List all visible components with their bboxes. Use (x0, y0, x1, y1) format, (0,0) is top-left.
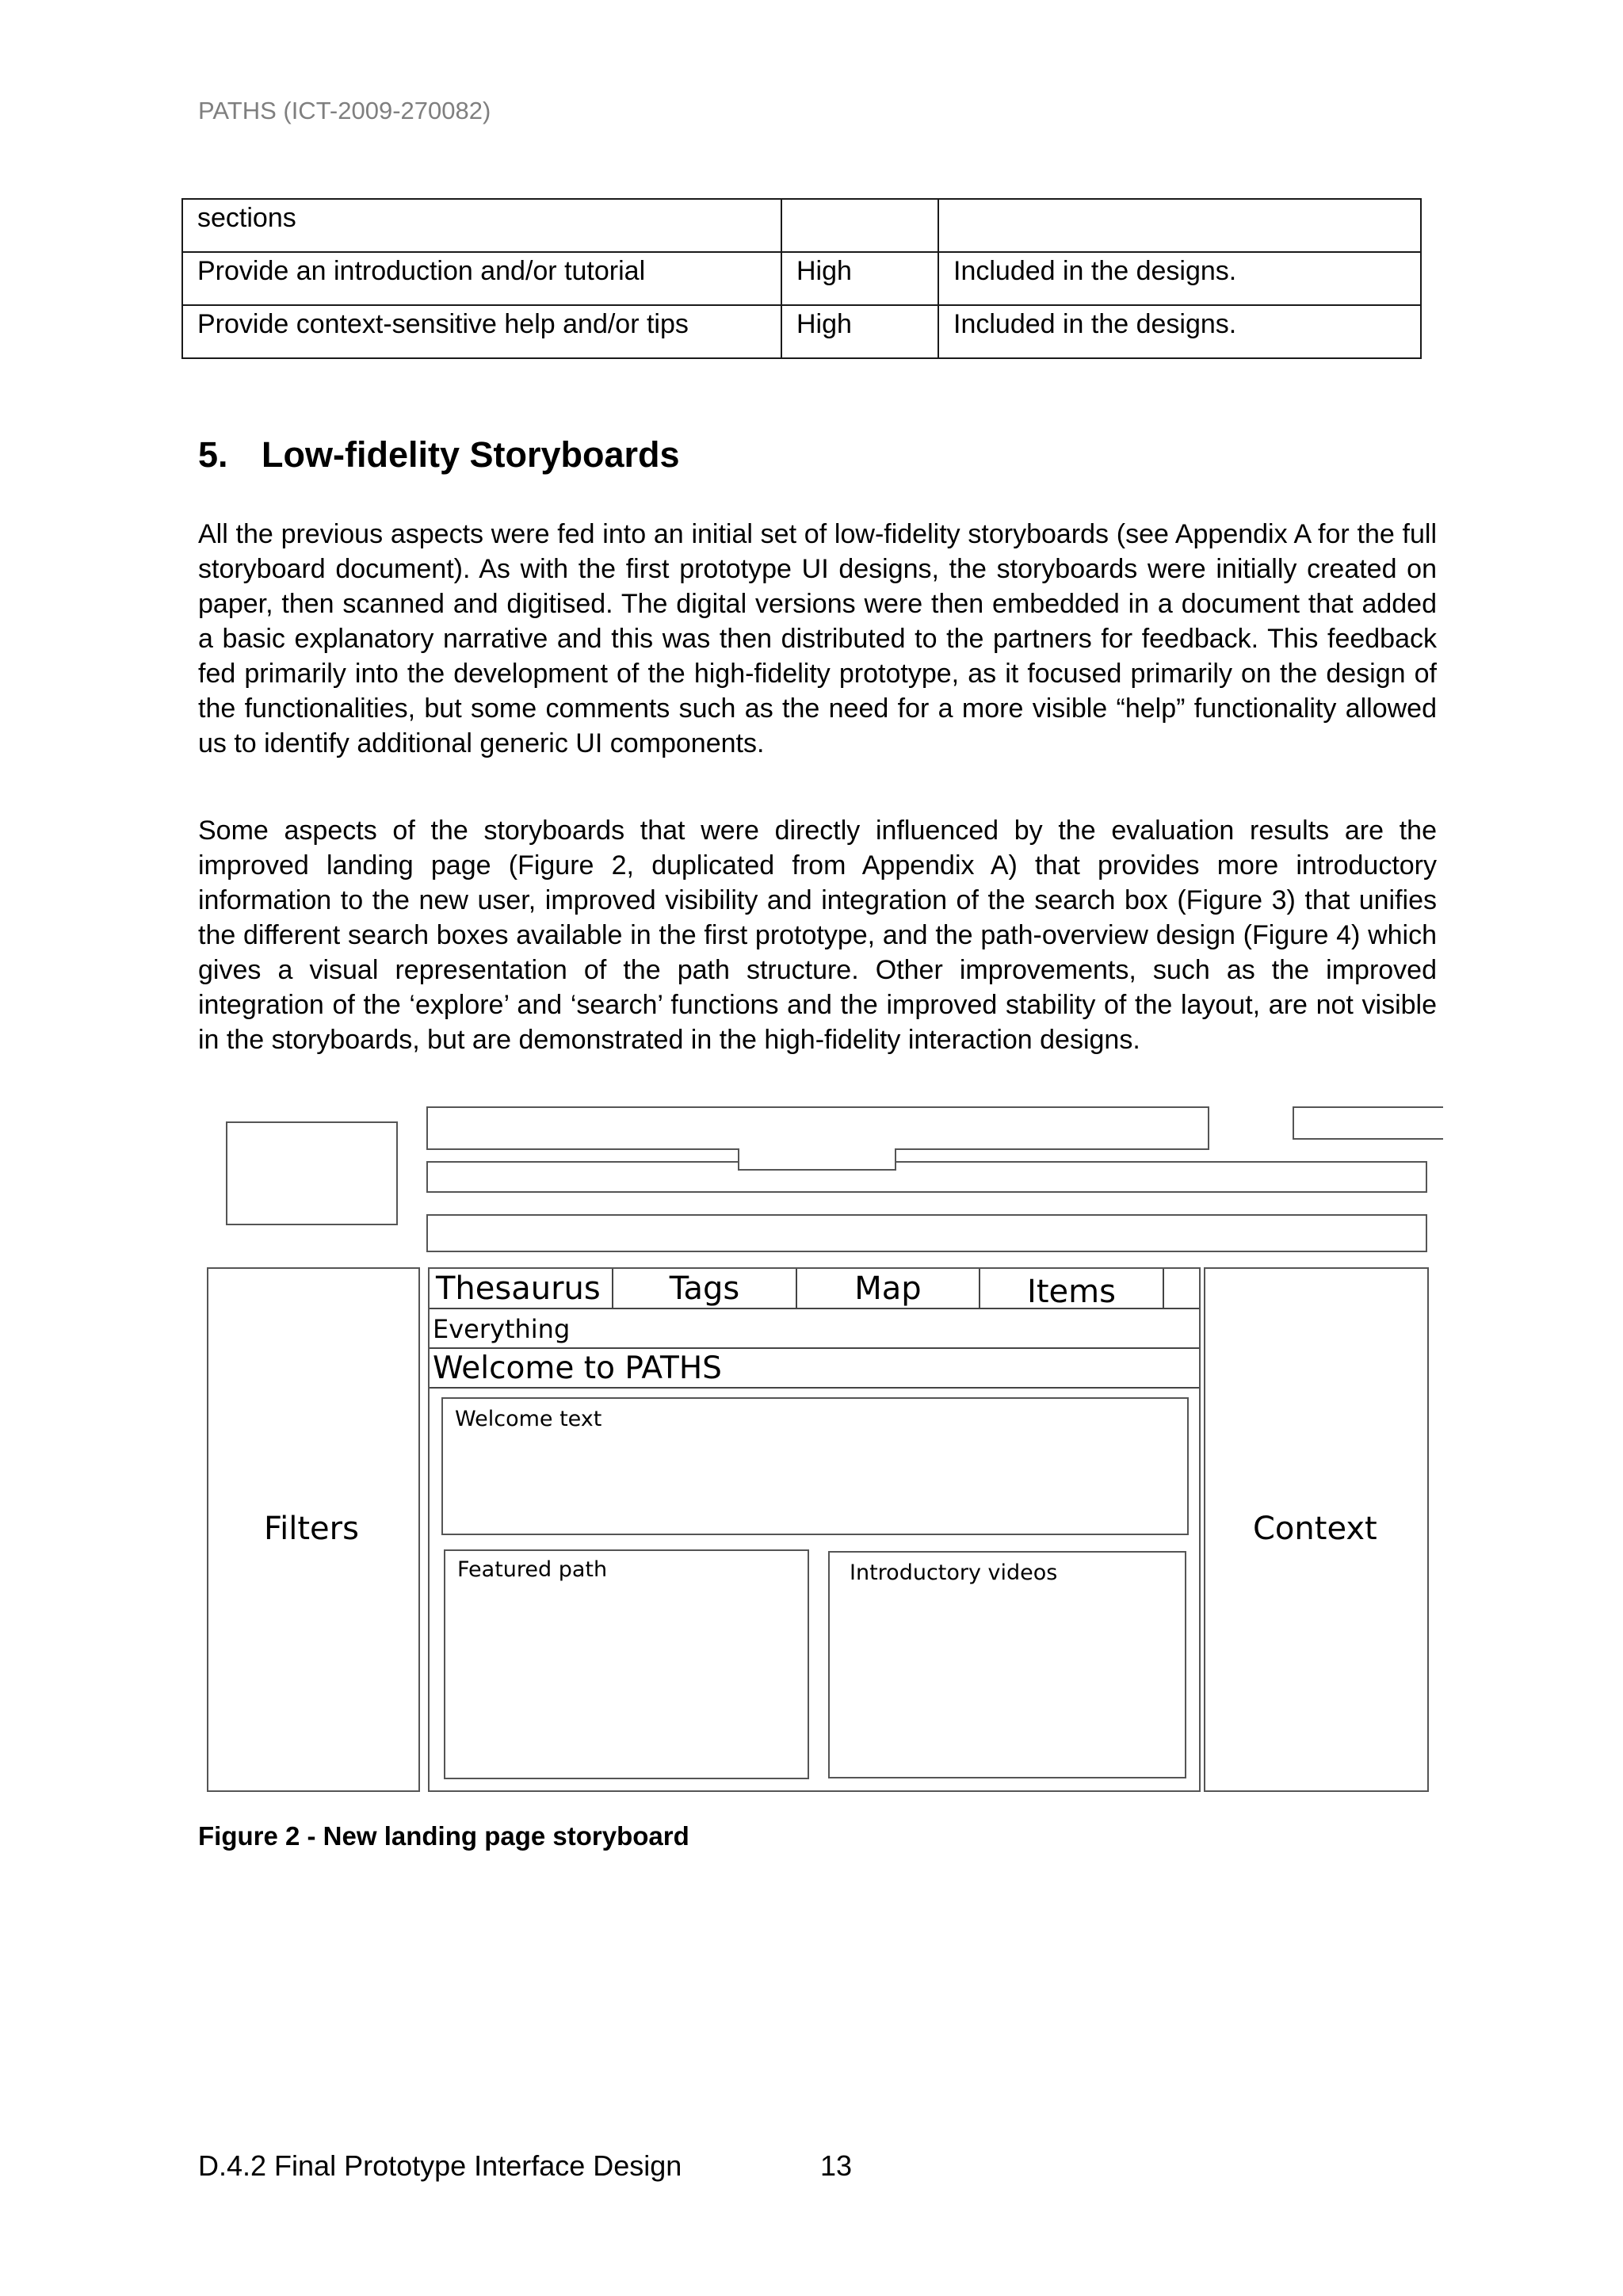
body-paragraph: Some aspects of the storyboards that were directly influenced by the evaluation results are the improved landing page (Figure 2, duplicated from Appendix A) that provides more introductory information to the new user, improved visibility and integration of the search box (Figure 3) that unifies the different search boxes available in the first prototype, and the path-overview design (Figure 4) which gives a visual representation of the path structure. Other improvements, such as the improved integration of the ‘explore’ and ‘search’ functions and the improved stability of the layout, are not visible in the storyboards, but are demonstrated in the high-fidelity interaction designs. (198, 816, 1437, 1055)
requirement-cell: Provide context-sensitive help and/or tips (182, 305, 781, 358)
footer-document-title: D.4.2 Final Prototype Interface Design (198, 2149, 682, 2182)
tab-tags[interactable]: Tags (613, 1269, 797, 1308)
welcome-text-box (441, 1397, 1189, 1535)
status-cell: Included in the designs. (938, 305, 1421, 358)
filters-label: Filters (264, 1511, 359, 1547)
logo-placeholder (226, 1121, 398, 1225)
main-panel (428, 1267, 1201, 1792)
title-row (430, 1349, 1199, 1389)
filters-panel (207, 1267, 420, 1792)
status-cell (938, 199, 1421, 252)
section-title: Low-fidelity Storyboards (262, 434, 680, 475)
introductory-videos-box (828, 1551, 1186, 1778)
priority-cell (781, 199, 938, 252)
tab-row (430, 1269, 1199, 1309)
priority-cell: High (781, 252, 938, 305)
tab-items[interactable]: Items (980, 1269, 1164, 1308)
requirement-cell: Provide an introduction and/or tutorial (182, 252, 781, 305)
table-row (182, 199, 1421, 252)
welcome-text-label: Welcome text (455, 1407, 602, 1431)
body-paragraph: All the previous aspects were fed into an initial set of low-fidelity storyboards (see Appendix A for the full storyboard document). As with the first prototype UI designs, the storyboards were initially created on paper, then scanned and digitised. The digital versions were then embedded in a document that added a basic explanatory narrative and this was then distributed to the partners for feedback. This feedback fed primarily into the development of the high-fidelity prototype, as it focused primarily on the design of the functionalities, but some comments such as the need for a more visible “help” functionality allowed us to identify additional generic UI components. (198, 519, 1437, 758)
priority-cell: High (781, 305, 938, 358)
page-title: Welcome to PATHS (433, 1350, 722, 1386)
tab-map[interactable]: Map (797, 1269, 980, 1308)
status-cell: Included in the designs. (938, 252, 1421, 305)
dropdown-tab-placeholder (738, 1148, 896, 1171)
scope-label[interactable]: Everything (433, 1314, 571, 1344)
requirement-cell: sections (182, 199, 781, 252)
requirements-table (181, 198, 1422, 359)
figure-caption: Figure 2 - New landing page storyboard (198, 1821, 689, 1851)
search-bar-placeholder (426, 1161, 1427, 1193)
section-heading (198, 434, 680, 476)
nav-bar-placeholder (426, 1214, 1427, 1252)
scope-row (430, 1309, 1199, 1349)
introductory-videos-label: Introductory videos (850, 1561, 1058, 1585)
running-header: PATHS (ICT-2009-270082) (198, 97, 491, 124)
featured-path-label: Featured path (457, 1557, 608, 1582)
top-right-placeholder (1293, 1106, 1443, 1140)
table-row (182, 252, 1421, 305)
context-panel (1204, 1267, 1429, 1792)
page-number: 13 (820, 2149, 853, 2182)
section-number: 5. (198, 434, 228, 475)
table-row (182, 305, 1421, 358)
context-label: Context (1253, 1511, 1377, 1547)
top-banner-placeholder (426, 1106, 1209, 1150)
featured-path-box (444, 1549, 809, 1779)
tab-thesaurus[interactable]: Thesaurus (430, 1269, 613, 1308)
